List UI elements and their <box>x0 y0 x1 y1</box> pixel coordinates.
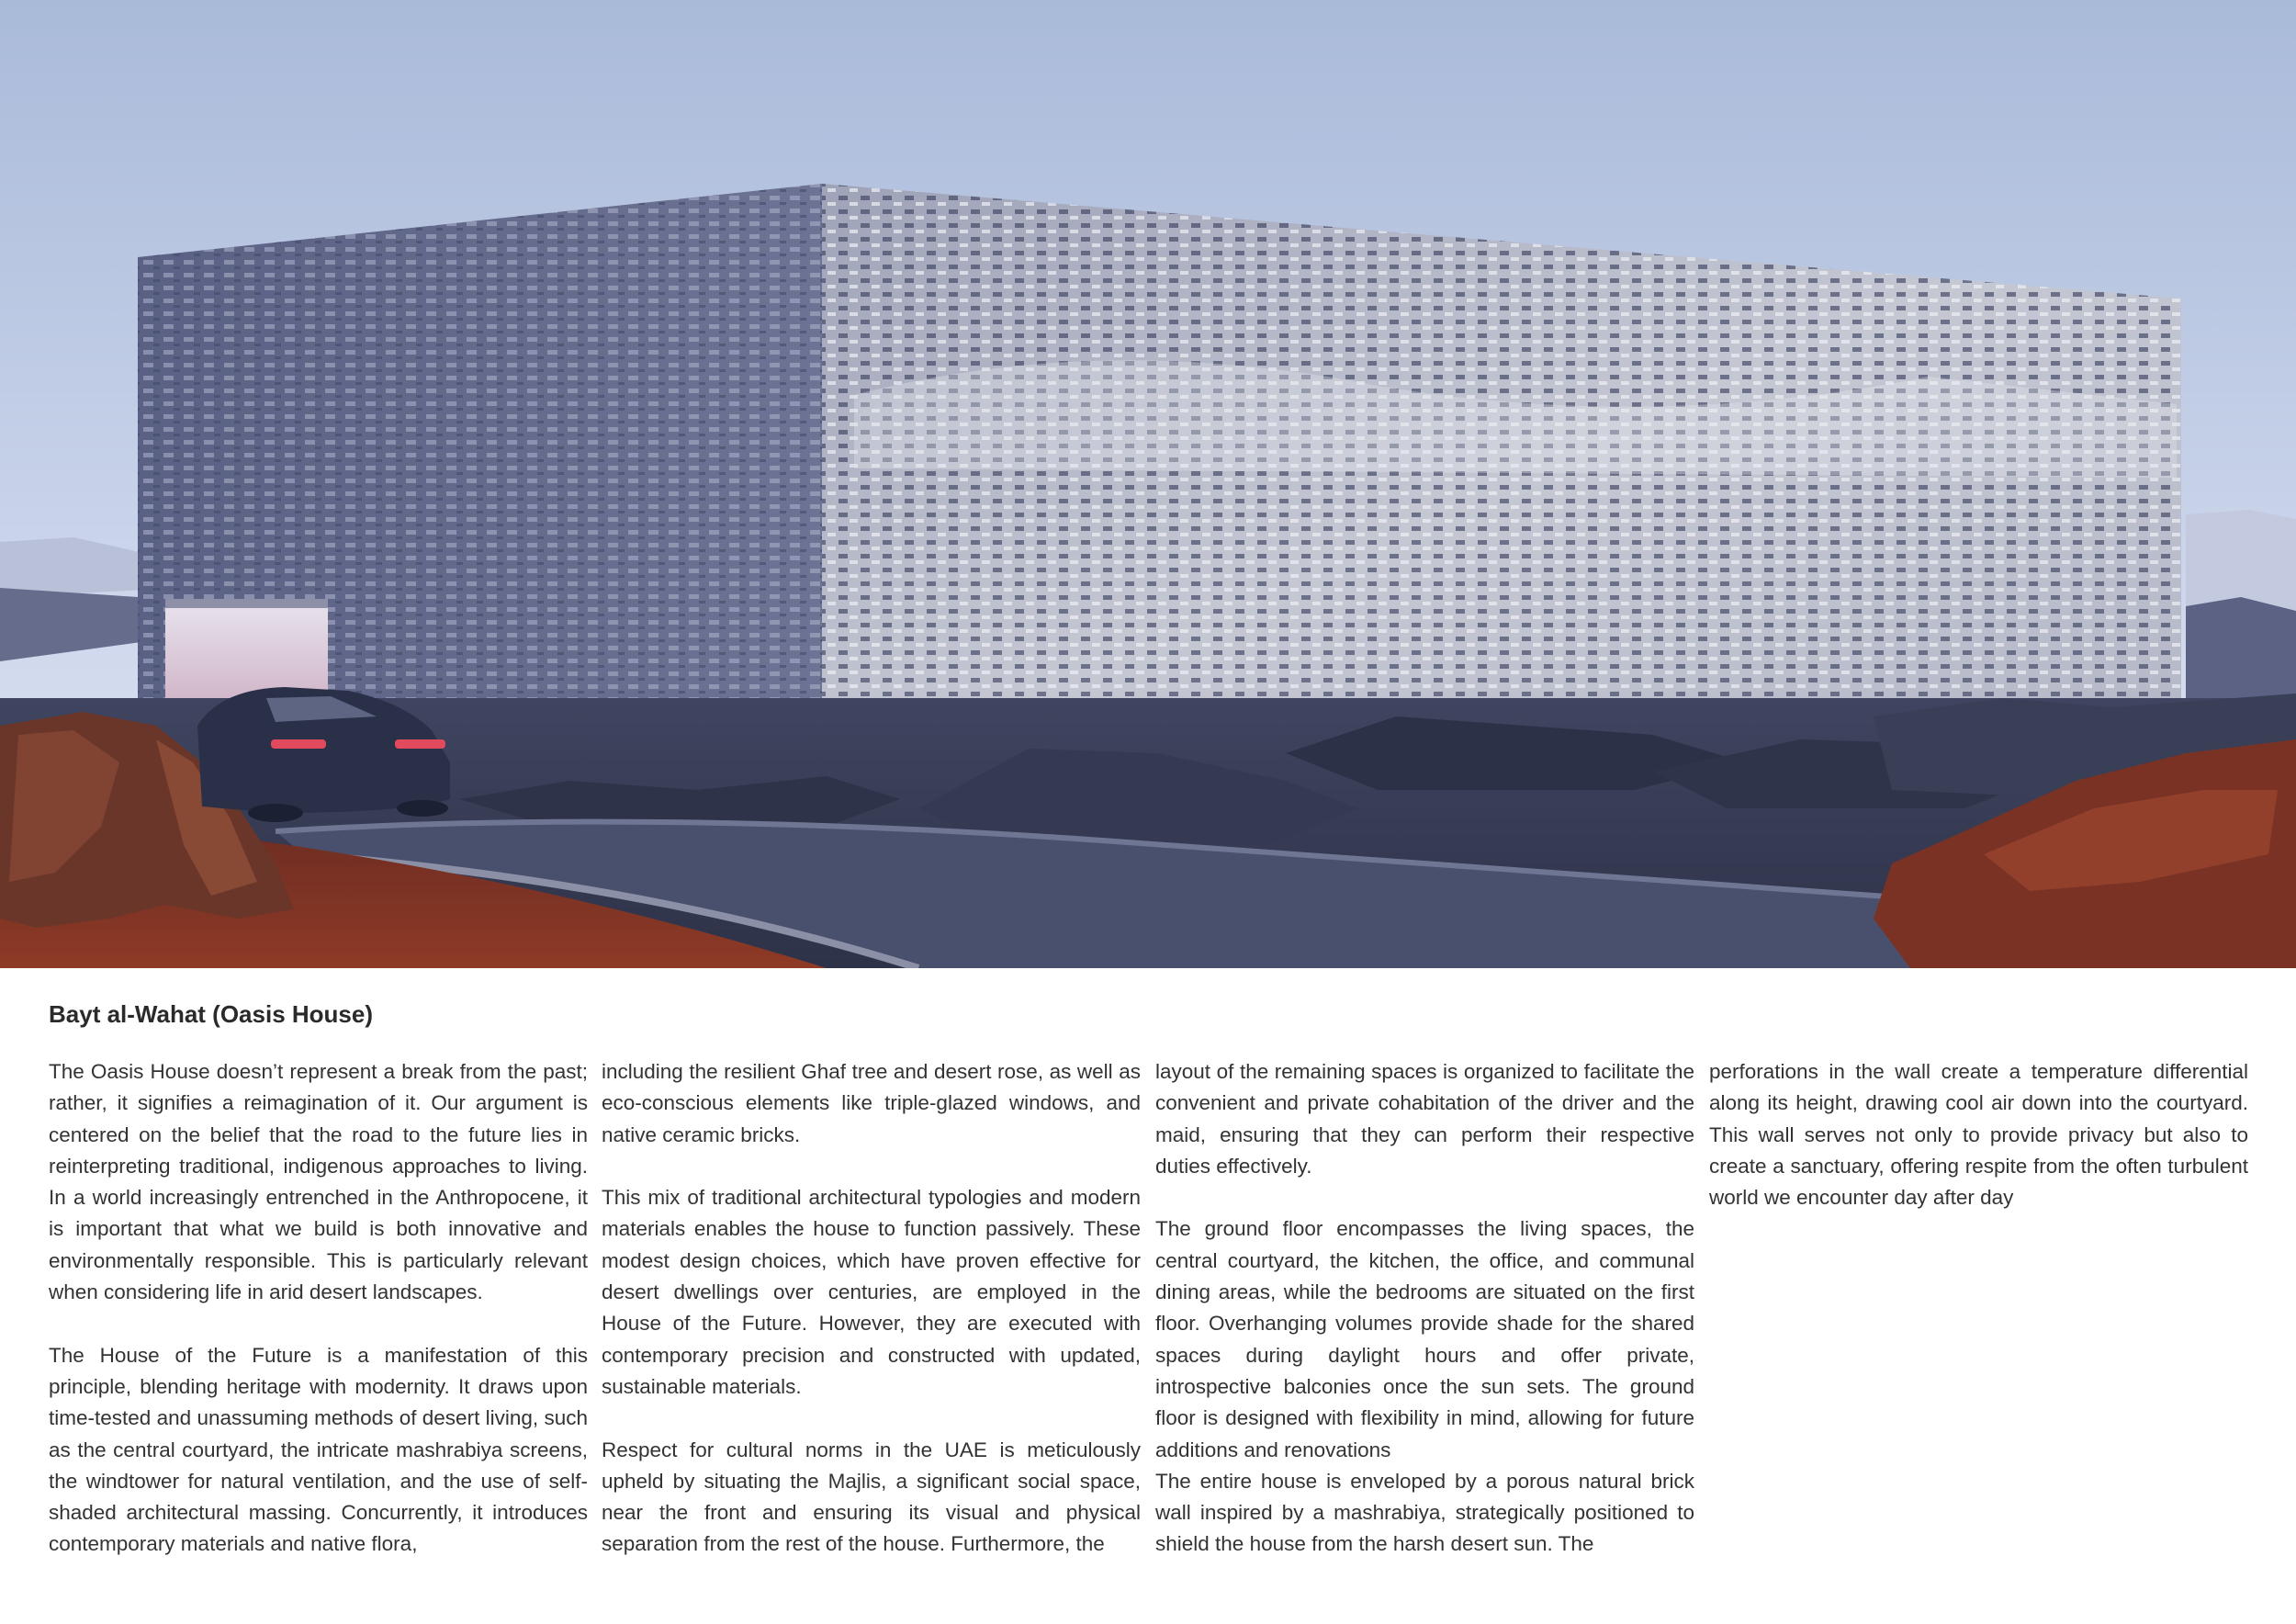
paragraph: This mix of traditional architectural typologies and modern materials enables the house to function passively. These modest design choices, which have proven effective for desert dwellings over centuries, are employed in the House of the Future. However, they are executed with contemporary precision and constructed with updated, sustainable materials. <box>602 1186 1141 1398</box>
paragraph: perforations in the wall create a temperature differential along its height, drawing cool air down into the courtyard. This wall serves not only to provide privacy but also to create a sanctuary, offering respite from the often turbulent world we encounter day after day <box>1709 1060 2248 1210</box>
paragraph: The House of the Future is a manifestation of this principle, blending heritage with modernity. It draws upon time-tested and unassuming methods of desert living, such as the central courtyard, the intricate mashrabiya screens, the windtower for natural ventilation, and the use of self-shaded architectural massing. Concurrently, it introduces contemporary materials and native flora, <box>49 1343 588 1556</box>
text-column-3 <box>1155 1056 1694 1561</box>
paragraph: including the resilient Ghaf tree and desert rose, as well as eco-conscious elements like triple-glazed windows, and native ceramic bricks. <box>602 1060 1141 1146</box>
text-column-1 <box>49 1056 588 1561</box>
paragraph: The entire house is enveloped by a porous natural brick wall inspired by a mashrabiya, strategically positioned to shield the house from the harsh desert sun. The <box>1155 1469 1694 1556</box>
text-column-4 <box>1709 1056 2248 1213</box>
paragraph: The ground floor encompasses the living spaces, the central courtyard, the kitchen, the office, and communal dining areas, while the bedrooms are situated on the first floor. Overhanging volumes provide shade for the shared spaces during daylight hours and offer private, introspective balconies once the sun sets. The ground floor is designed with flexibility in mind, allowing for future additions and renovations <box>1155 1217 1694 1461</box>
paragraph: layout of the remaining spaces is organized to facilitate the convenient and private cohabitation of the driver and the maid, ensuring that they can perform their respective duties effectively. <box>1155 1060 1694 1178</box>
text-column-2 <box>602 1056 1141 1561</box>
paragraph: Respect for cultural norms in the UAE is meticulously upheld by situating the Majlis, a significant social space, near the front and ensuring its visual and physical separation from the rest of the house. Furthermore, the <box>602 1438 1141 1556</box>
paragraph: The Oasis House doesn’t represent a break from the past; rather, it signifies a reimagination of it. Our argument is centered on the belief that the road to the future lies in reinterpreting traditional, indigenous approaches to living. In a world increasingly entrenched in the Anthropocene, it is important that what we build is both innovative and environmentally responsible. This is particularly relevant when considering life in arid desert landscapes. <box>49 1060 588 1304</box>
page-title: Bayt al-Wahat (Oasis House) <box>49 1000 374 1028</box>
